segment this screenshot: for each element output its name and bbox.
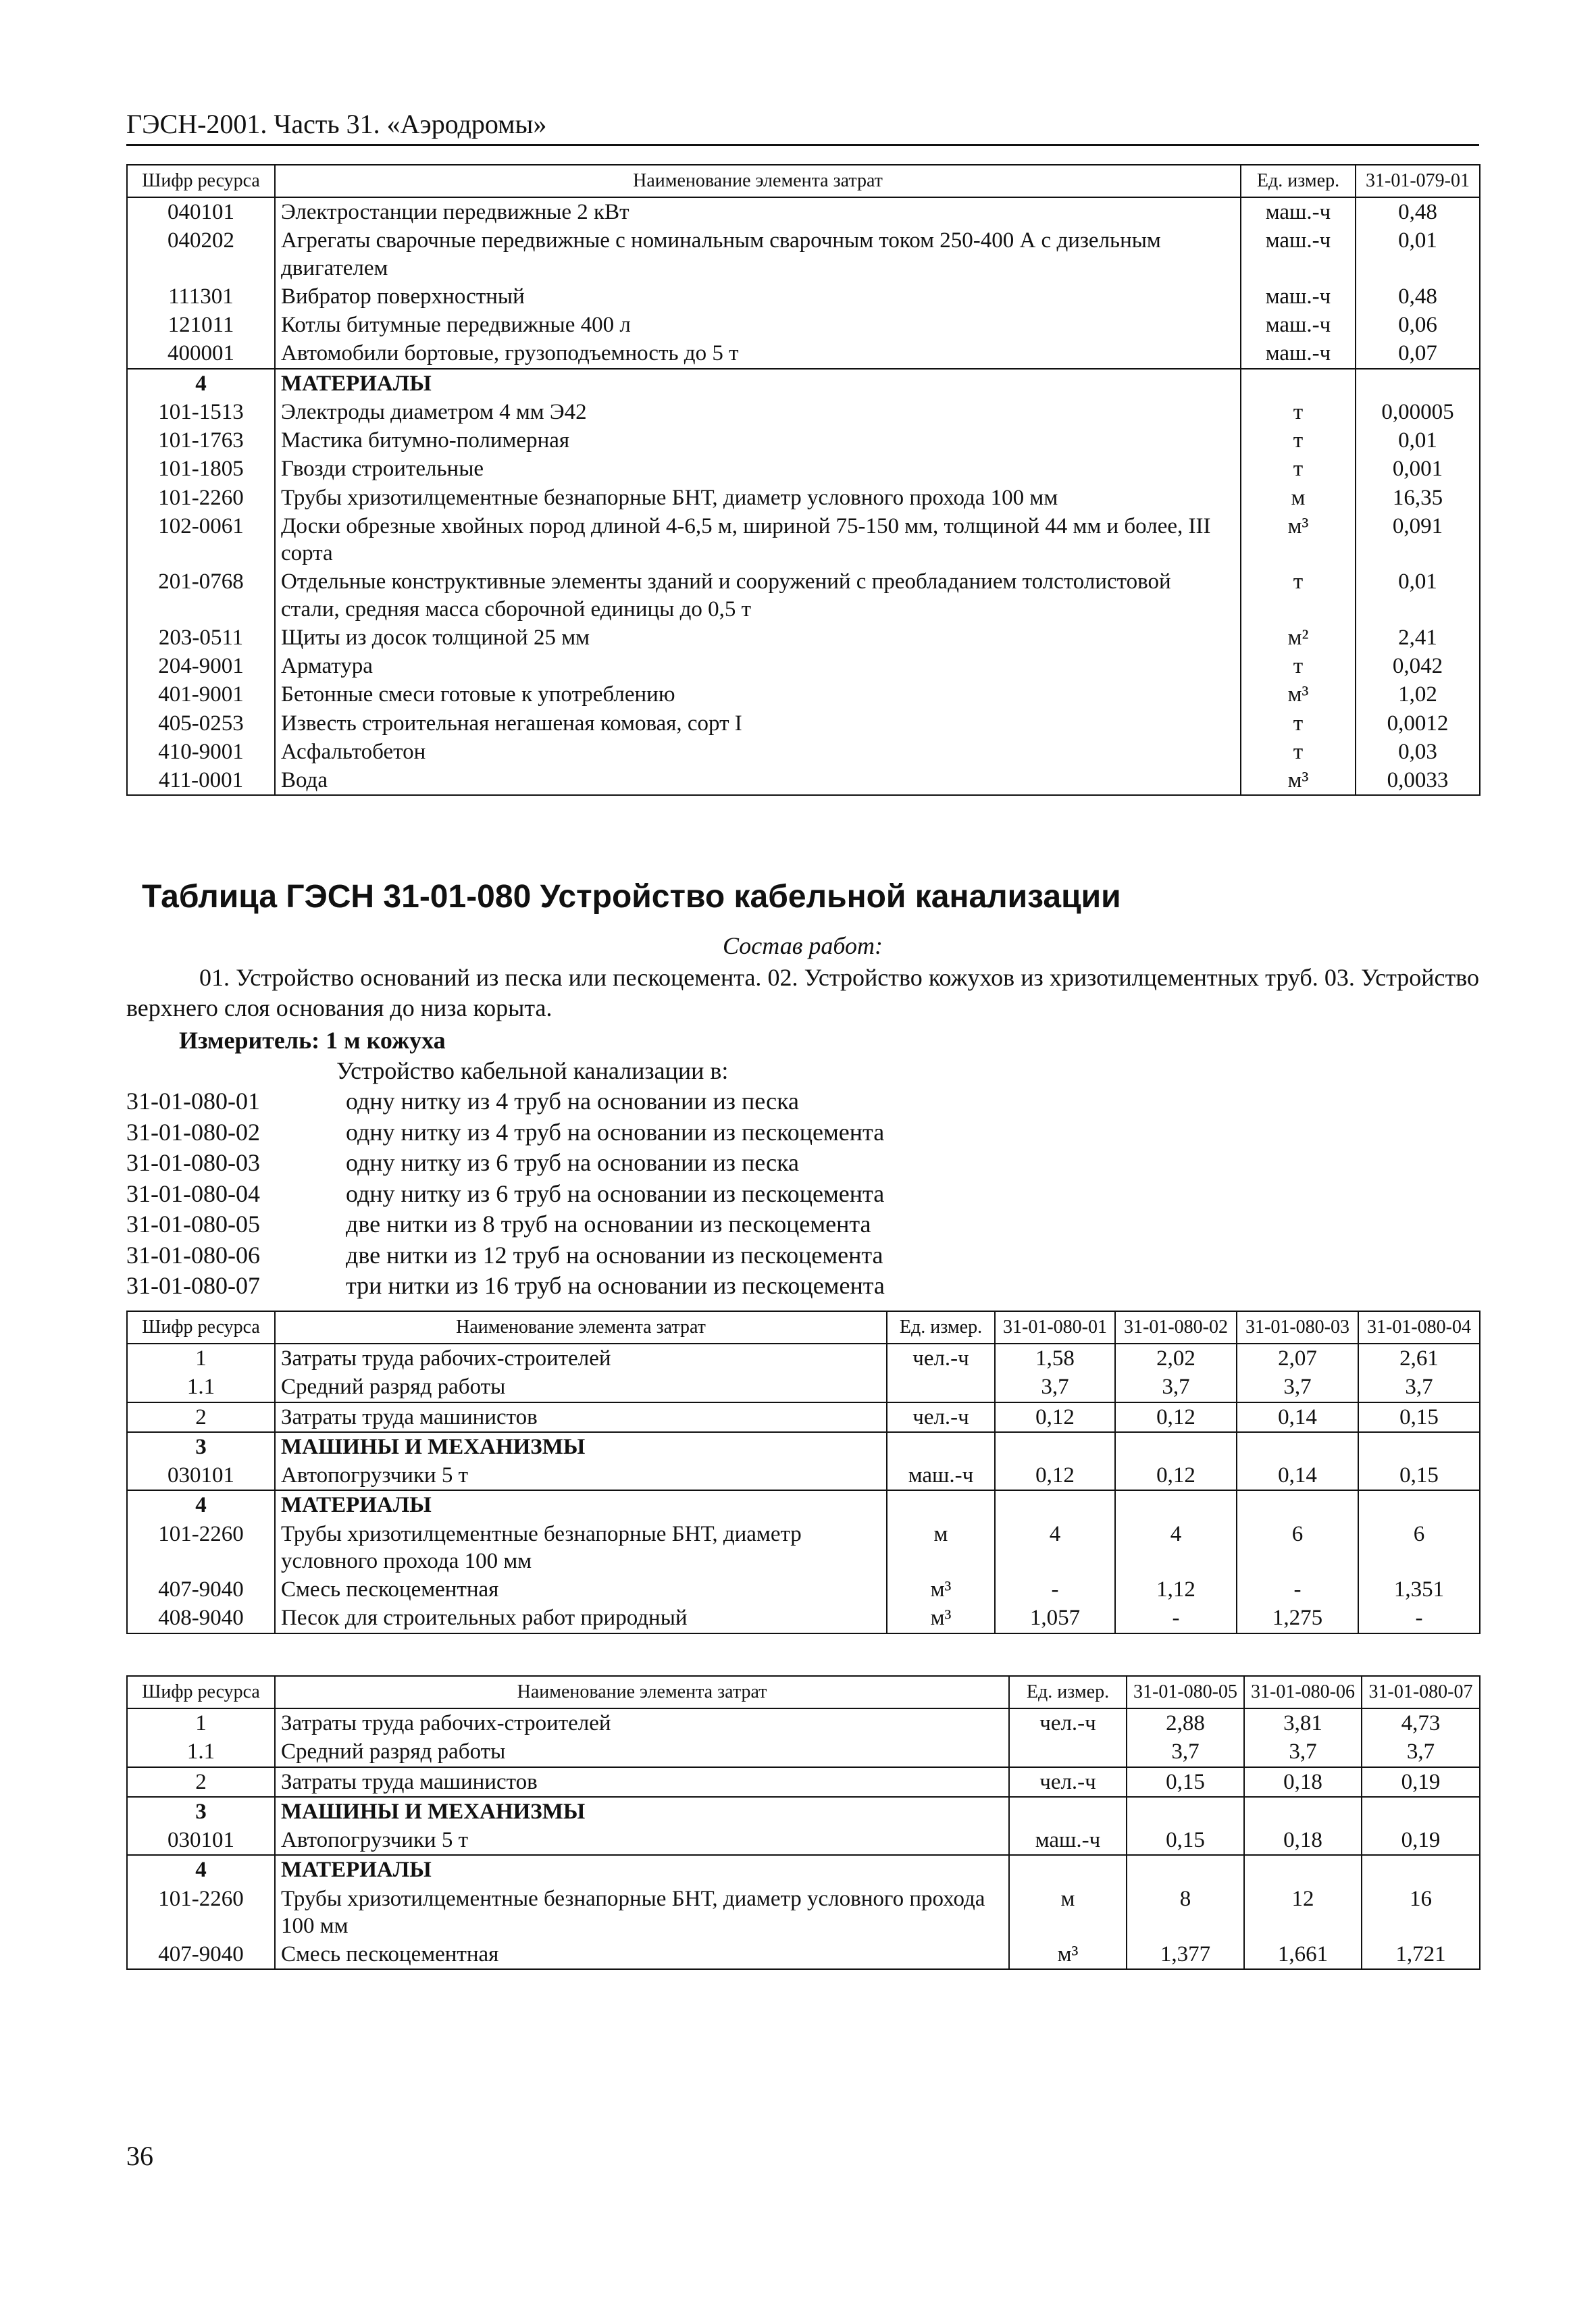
cell-value: 6 [1237,1520,1358,1576]
variant-text: одну нитку из 4 труб на основании из песка [346,1088,800,1115]
cell-value: 0,06 [1356,311,1480,339]
table-header-row [127,1311,1480,1344]
cell-unit: маш.-ч [1241,339,1356,368]
cell-unit: т [1241,455,1356,483]
cell-value: 1,351 [1358,1575,1480,1604]
cell-value: 2,02 [1115,1344,1237,1373]
cell-value: 0,07 [1356,339,1480,368]
cell-code: 400001 [127,339,275,368]
cell-value: 6 [1358,1520,1480,1576]
cell-unit [1009,1737,1127,1766]
cell-code: 201-0768 [127,567,275,624]
cell-value: - [1115,1604,1237,1633]
table-row [127,226,1480,282]
cell-unit: м² [1241,624,1356,652]
cell-unit [887,1432,995,1461]
table-row [127,512,1480,568]
cell-value: 0,01 [1356,426,1480,455]
cell-name: Известь строительная негашеная комовая, сорт I [275,709,1241,738]
table-row [127,455,1480,483]
cell-value: 1,721 [1362,1940,1480,1969]
cell-value: 0,00005 [1356,398,1480,426]
col-header: Шифр ресурса [127,1676,275,1708]
cell-value: 0,48 [1356,197,1480,226]
table-row [127,1737,1480,1766]
table-row [127,1490,1480,1519]
cell-unit: чел.-ч [1009,1708,1127,1737]
cell-value: 1,661 [1244,1940,1362,1969]
cell-value: 4,73 [1362,1708,1480,1737]
cell-name: МАШИНЫ И МЕХАНИЗМЫ [275,1432,887,1461]
cell-value [1237,1432,1358,1461]
variants-list [126,1086,885,1302]
cell-value: 0,15 [1358,1461,1480,1490]
cell-name: Арматура [275,652,1241,680]
variant-text: две нитки из 12 труб на основании из пескоцемента [346,1241,883,1269]
cell-name: Автопогрузчики 5 т [275,1826,1009,1855]
variant-item [126,1179,885,1210]
cell-name: Доски обрезные хвойных пород длиной 4-6,5 м, шириной 75-150 мм, толщиной 44 мм и более, III сорта [275,512,1241,568]
cell-value: 0,01 [1356,226,1480,282]
cell-value: 0,12 [1115,1402,1237,1432]
table-row [127,1604,1480,1633]
cell-name: Трубы хризотилцементные безнапорные БНТ, диаметр условного прохода 100 мм [275,1520,887,1576]
cell-name: Затраты труда рабочих-строителей [275,1344,887,1373]
cell-unit: м³ [1241,766,1356,795]
cell-value: 12 [1244,1885,1362,1941]
cell-value: 0,19 [1362,1826,1480,1855]
variant-code: 31-01-080-02 [126,1118,260,1146]
col-header-name: Наименование элемента затрат [275,165,1241,197]
cell-value: 0,03 [1356,738,1480,766]
table-row [127,1826,1480,1855]
cell-value: 1,377 [1127,1940,1244,1969]
resource-table-079 [126,164,1481,796]
table-row [127,1885,1480,1941]
cell-unit: маш.-ч [1241,282,1356,311]
cell-code: 101-1763 [127,426,275,455]
cell-code: 102-0061 [127,512,275,568]
cell-code: 2 [127,1402,275,1432]
cell-name: МАШИНЫ И МЕХАНИЗМЫ [275,1797,1009,1826]
variant-item [126,1117,885,1148]
cell-value: 0,15 [1127,1826,1244,1855]
cell-code: 407-9040 [127,1575,275,1604]
table-row [127,1373,1480,1402]
col-header-value: 31-01-079-01 [1356,165,1480,197]
cell-code: 4 [127,369,275,398]
table-row [127,1402,1480,1432]
col-header: 31-01-080-04 [1358,1311,1480,1344]
cell-code: 405-0253 [127,709,275,738]
cell-code: 3 [127,1432,275,1461]
cell-code: 1 [127,1708,275,1737]
cell-value: - [995,1575,1115,1604]
cell-value [1362,1855,1480,1884]
cell-value: 0,19 [1362,1767,1480,1797]
cell-value: 0,48 [1356,282,1480,311]
cell-name: Затраты труда машинистов [275,1402,887,1432]
cell-name: Мастика битумно-полимерная [275,426,1241,455]
variant-item [126,1271,885,1302]
cell-code: 101-2260 [127,484,275,512]
cell-code: 040202 [127,226,275,282]
cell-unit: маш.-ч [1241,226,1356,282]
section-title: Таблица ГЭСН 31-01-080 Устройство кабельной канализации [142,879,1121,915]
cell-code: 030101 [127,1461,275,1490]
cell-name: Автомобили бортовые, грузоподъемность до 5 т [275,339,1241,368]
cell-value: 2,41 [1356,624,1480,652]
table-header-row [127,1676,1480,1708]
table-row [127,1461,1480,1490]
cell-name: Котлы битумные передвижные 400 л [275,311,1241,339]
table-row [127,1520,1480,1576]
cell-name: МАТЕРИАЛЫ [275,1855,1009,1884]
cell-value: 0,042 [1356,652,1480,680]
cell-value: 0,12 [995,1402,1115,1432]
cell-value: 8 [1127,1885,1244,1941]
cell-value: 3,7 [1362,1737,1480,1766]
cell-unit: м [887,1520,995,1576]
cell-value: 0,0033 [1356,766,1480,795]
variant-text: одну нитку из 6 труб на основании из песка [346,1149,800,1176]
variant-text: одну нитку из 4 труб на основании из пескоцемента [346,1118,885,1146]
table-header-row [127,165,1480,197]
cell-unit [887,1490,995,1519]
composition-text: 01. Устройство оснований из песка или пескоцемента. 02. Устройство кожухов из хризотилцементных труб. 03. Устройство верхнего слоя основания до низа корыта. [126,964,1479,1022]
cell-unit: т [1241,567,1356,624]
cell-value: 3,7 [1237,1373,1358,1402]
running-header: ГЭСН-2001. Часть 31. «Аэродромы» [126,108,1479,146]
cell-name: Асфальтобетон [275,738,1241,766]
variant-code: 31-01-080-05 [126,1211,260,1238]
cell-unit: чел.-ч [887,1344,995,1373]
col-header: 31-01-080-03 [1237,1311,1358,1344]
cell-value: 0,15 [1358,1402,1480,1432]
cell-unit: маш.-ч [1241,197,1356,226]
cell-unit [887,1373,995,1402]
cell-code: 408-9040 [127,1604,275,1633]
variant-item [126,1209,885,1240]
cell-name: Отдельные конструктивные элементы зданий и сооружений с преобладанием толстолистовой стали, средняя масса сборочной единицы до 0,5 т [275,567,1241,624]
table-row [127,426,1480,455]
table-row [127,1344,1480,1373]
table-row [127,398,1480,426]
cell-name: Средний разряд работы [275,1373,887,1402]
cell-unit: т [1241,652,1356,680]
cell-value: 1,057 [995,1604,1115,1633]
table-row [127,1797,1480,1826]
cell-value [1356,369,1480,398]
col-header: 31-01-080-01 [995,1311,1115,1344]
cell-value: 0,18 [1244,1767,1362,1797]
cell-value: 3,7 [1115,1373,1237,1402]
col-header: Ед. измер. [1009,1676,1127,1708]
cell-code: 040101 [127,197,275,226]
cell-value: 0,15 [1127,1767,1244,1797]
cell-code: 203-0511 [127,624,275,652]
col-header: Наименование элемента затрат [275,1311,887,1344]
cell-value: 0,0012 [1356,709,1480,738]
variant-item [126,1148,885,1179]
cell-value: 16,35 [1356,484,1480,512]
cell-name: МАТЕРИАЛЫ [275,369,1241,398]
cell-value: 2,61 [1358,1344,1480,1373]
cell-code: 1.1 [127,1373,275,1402]
cell-name: Песок для строительных работ природный [275,1604,887,1633]
table-row [127,1575,1480,1604]
cell-unit: т [1241,709,1356,738]
cell-value: 3,81 [1244,1708,1362,1737]
variant-text: одну нитку из 6 труб на основании из пескоцемента [346,1179,885,1207]
cell-unit: т [1241,398,1356,426]
cell-name: Гвозди строительные [275,455,1241,483]
cell-value: 0,091 [1356,512,1480,568]
cell-name: Автопогрузчики 5 т [275,1461,887,1490]
table-row [127,339,1480,368]
cell-value: 0,01 [1356,567,1480,624]
table-row [127,738,1480,766]
table-row [127,567,1480,624]
cell-unit: маш.-ч [1009,1826,1127,1855]
cell-name: Вибратор поверхностный [275,282,1241,311]
cell-unit: м³ [887,1575,995,1604]
col-header: 31-01-080-02 [1115,1311,1237,1344]
table-row [127,282,1480,311]
table-row [127,709,1480,738]
cell-value: 0,14 [1237,1461,1358,1490]
cell-name: Электростанции передвижные 2 кВт [275,197,1241,226]
cell-name: Смесь пескоцементная [275,1575,887,1604]
cell-value: - [1358,1604,1480,1633]
cell-name: Агрегаты сварочные передвижные с номинальным сварочным током 250-400 А с дизельным двигателем [275,226,1241,282]
cell-value: 1,275 [1237,1604,1358,1633]
cell-code: 121011 [127,311,275,339]
cell-code: 101-2260 [127,1885,275,1941]
cell-value: 16 [1362,1885,1480,1941]
cell-code: 101-2260 [127,1520,275,1576]
cell-code: 101-1513 [127,398,275,426]
cell-value [1237,1490,1358,1519]
cell-value [995,1490,1115,1519]
cell-value: 3,7 [1244,1737,1362,1766]
cell-unit: м [1241,484,1356,512]
cell-name: Трубы хризотилцементные безнапорные БНТ, диаметр условного прохода 100 мм [275,1885,1009,1941]
cell-value [1358,1432,1480,1461]
cell-value [1358,1490,1480,1519]
col-header: 31-01-080-05 [1127,1676,1244,1708]
table-row [127,1767,1480,1797]
cell-value: 2,88 [1127,1708,1244,1737]
table-row [127,311,1480,339]
variant-code: 31-01-080-01 [126,1088,260,1115]
cell-code: 410-9001 [127,738,275,766]
cell-value: 0,18 [1244,1826,1362,1855]
cell-code: 111301 [127,282,275,311]
cell-value: 3,7 [1127,1737,1244,1766]
cell-code: 1.1 [127,1737,275,1766]
table-row [127,484,1480,512]
cell-value: 2,07 [1237,1344,1358,1373]
resource-table-080-01-04 [126,1311,1481,1634]
cell-value: 4 [1115,1520,1237,1576]
table-row [127,197,1480,226]
table-row [127,1855,1480,1884]
cell-unit: чел.-ч [887,1402,995,1432]
col-header: Шифр ресурса [127,1311,275,1344]
cell-unit: м³ [1241,680,1356,709]
cell-code: 1 [127,1344,275,1373]
table-row [127,766,1480,795]
measure-label: Измеритель: 1 м кожуха [179,1027,446,1054]
cell-name: Трубы хризотилцементные безнапорные БНТ, диаметр условного прохода 100 мм [275,484,1241,512]
cell-name: Затраты труда рабочих-строителей [275,1708,1009,1737]
cell-name: Щиты из досок толщиной 25 мм [275,624,1241,652]
variant-item [126,1240,885,1271]
table-row [127,1432,1480,1461]
cell-value [1244,1797,1362,1826]
cell-unit [1009,1855,1127,1884]
resource-table-080-05-07 [126,1675,1481,1970]
variant-item [126,1086,885,1117]
variant-code: 31-01-080-06 [126,1241,260,1269]
cell-value [995,1432,1115,1461]
cell-code: 204-9001 [127,652,275,680]
cell-value [1244,1855,1362,1884]
cell-value: 3,7 [1358,1373,1480,1402]
col-header: Наименование элемента затрат [275,1676,1009,1708]
cell-unit: т [1241,426,1356,455]
cell-code: 407-9040 [127,1940,275,1969]
cell-name: МАТЕРИАЛЫ [275,1490,887,1519]
table-row [127,1708,1480,1737]
col-header: 31-01-080-06 [1244,1676,1362,1708]
cell-value: 0,12 [1115,1461,1237,1490]
cell-code: 411-0001 [127,766,275,795]
cell-name: Вода [275,766,1241,795]
variant-code: 31-01-080-04 [126,1179,260,1207]
cell-value: 0,12 [995,1461,1115,1490]
table-row [127,652,1480,680]
cell-code: 101-1805 [127,455,275,483]
table-row [127,369,1480,398]
cell-code: 401-9001 [127,680,275,709]
cell-value [1127,1797,1244,1826]
variant-text: две нитки из 8 труб на основании из пескоцемента [346,1211,871,1238]
cell-unit: м [1009,1885,1127,1941]
cell-unit: м³ [1009,1940,1127,1969]
cell-unit: т [1241,738,1356,766]
table-row [127,680,1480,709]
cell-value [1127,1855,1244,1884]
cell-unit: чел.-ч [1009,1767,1127,1797]
variant-code: 31-01-080-03 [126,1149,260,1176]
cell-unit: маш.-ч [887,1461,995,1490]
cell-value: 0,14 [1237,1402,1358,1432]
cell-value: 0,001 [1356,455,1480,483]
cell-code: 3 [127,1797,275,1826]
variant-code: 31-01-080-07 [126,1272,260,1299]
composition-label: Состав работ: [723,932,883,959]
cell-value: 1,02 [1356,680,1480,709]
cell-name: Затраты труда машинистов [275,1767,1009,1797]
col-header-unit: Ед. измер. [1241,165,1356,197]
cell-unit: маш.-ч [1241,311,1356,339]
cell-code: 2 [127,1767,275,1797]
cell-value [1115,1490,1237,1519]
cell-name: Электроды диаметром 4 мм Э42 [275,398,1241,426]
cell-unit: м³ [1241,512,1356,568]
table-row [127,624,1480,652]
cell-unit: м³ [887,1604,995,1633]
cell-name: Смесь пескоцементная [275,1940,1009,1969]
col-header-code: Шифр ресурса [127,165,275,197]
table-row [127,1940,1480,1969]
cell-code: 4 [127,1855,275,1884]
cell-value: 1,58 [995,1344,1115,1373]
variants-intro: Устройство кабельной канализации в: [336,1057,729,1084]
cell-code: 030101 [127,1826,275,1855]
cell-value: 4 [995,1520,1115,1576]
col-header: Ед. измер. [887,1311,995,1344]
col-header: 31-01-080-07 [1362,1676,1480,1708]
variant-text: три нитки из 16 труб на основании из пескоцемента [346,1272,885,1299]
cell-value [1115,1432,1237,1461]
cell-code: 4 [127,1490,275,1519]
cell-name: Средний разряд работы [275,1737,1009,1766]
page-number: 36 [126,2141,153,2171]
cell-value: - [1237,1575,1358,1604]
cell-name: Бетонные смеси готовые к употреблению [275,680,1241,709]
cell-value [1362,1797,1480,1826]
cell-unit [1009,1797,1127,1826]
cell-value: 1,12 [1115,1575,1237,1604]
cell-value: 3,7 [995,1373,1115,1402]
cell-unit [1241,369,1356,398]
